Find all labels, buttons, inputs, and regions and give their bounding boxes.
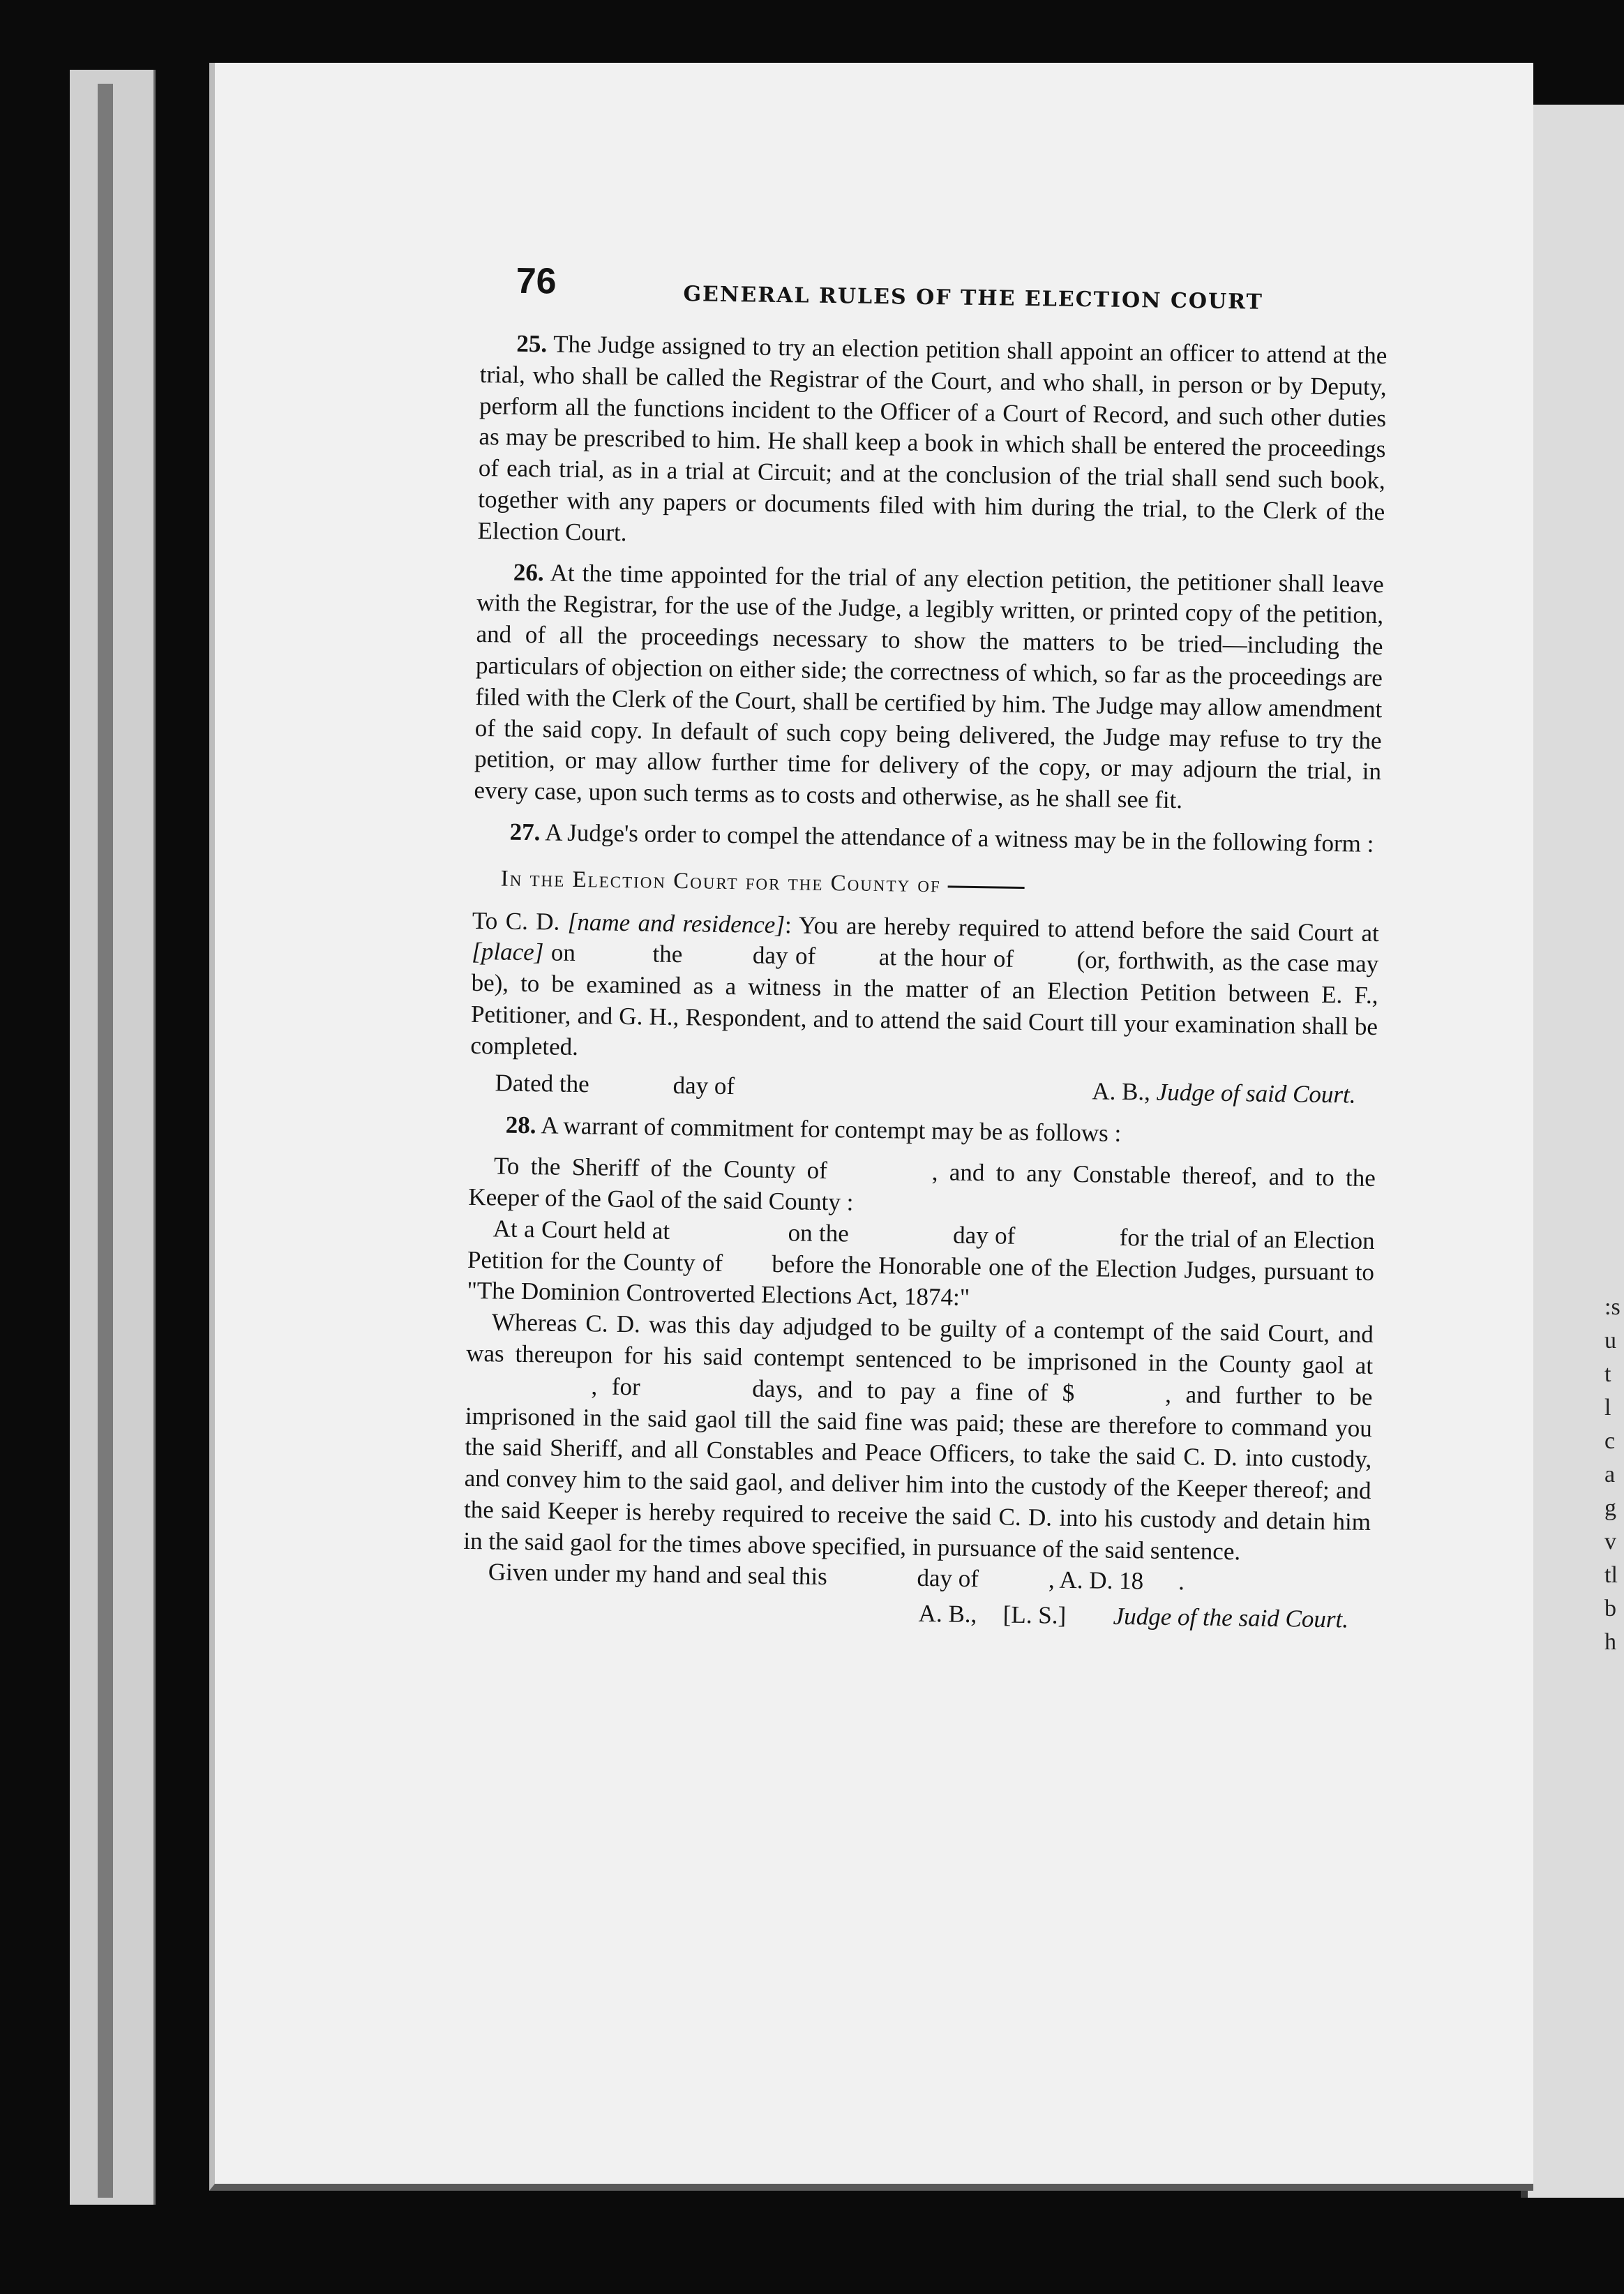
dated-label: day of	[672, 1071, 735, 1100]
witness-order-signature	[469, 1067, 1376, 1111]
warrant-text: Given under my hand and seal this	[488, 1558, 828, 1591]
rule-27	[473, 816, 1380, 860]
warrant-court-held	[467, 1213, 1375, 1320]
next-page-fragment: :s	[1604, 1294, 1621, 1320]
name-residence: [name and residence]	[567, 908, 785, 938]
next-page-fragment: c	[1604, 1428, 1616, 1454]
signatory-title: Judge of the said Court.	[1113, 1603, 1349, 1633]
rule-28	[469, 1109, 1376, 1153]
running-head: GENERAL RULES OF THE ELECTION COURT	[683, 282, 1264, 315]
rule-number: 26.	[513, 558, 544, 586]
warrant-text: before the Honorable	[772, 1250, 982, 1280]
signatory: A. B.,	[918, 1600, 977, 1628]
order-text: : You are hereby required to attend before the said Court at	[784, 910, 1380, 947]
addressee: To C. D.	[472, 906, 560, 936]
warrant-whereas	[463, 1307, 1374, 1569]
warrant-text: , for	[591, 1372, 641, 1401]
seal-mark: [L. S.]	[1002, 1600, 1067, 1630]
rule-number: 27.	[509, 818, 541, 846]
order-text: day of	[752, 941, 816, 970]
next-page-fragment: t	[1604, 1361, 1611, 1387]
page-number: 76	[516, 260, 557, 302]
witness-order-body	[470, 905, 1379, 1074]
next-page-fragment: a	[1604, 1462, 1616, 1487]
warrant-text: day of	[952, 1221, 1016, 1250]
warrant-text: day of	[917, 1564, 979, 1593]
warrant-text: on the	[788, 1218, 850, 1247]
rule-text: At the time appointed for the trial of any election petition, the petitioner shall leave with the Registrar, for the use of the Judge, a legibly written, or printed copy of the petition, and of all the proceedings necessary to show the matters to be tried—including the particulars of objection on either side; the correctness of which, so far as the proceedings are filed with the Clerk of the Court, shall be certified by him. The Judge may allow amendment of the said copy. In default of such copy being delivered, the Judge may refuse to try the petition, or may allow further time for delivery of the copy, or may adjourn the trial, in every case, upon such terms as to costs and otherwise, as he shall see fit.	[474, 559, 1385, 814]
blank-dash	[948, 885, 1025, 889]
next-page-fragment: b	[1604, 1596, 1616, 1621]
order-text: (or, forthwith, as the case may be), to be examined as a witness in the matter of an Election Petition between E. F., Petitioner, and G. H., Respondent, and to attend the said Court till your examination shall be completed.	[470, 946, 1379, 1060]
next-page-fragment: u	[1604, 1328, 1616, 1354]
order-text: at the hour	[878, 943, 986, 973]
warrant-text: At a Court held at	[493, 1215, 670, 1245]
rule-25	[477, 328, 1387, 560]
order-text: of	[993, 945, 1014, 973]
order-text: on	[550, 938, 576, 967]
warrant-text: one of the Election Judges, pursuant to "The Dominion Controverted Elections Act, 1874:"	[467, 1252, 1375, 1312]
next-page-text-fragments	[1604, 1291, 1624, 1659]
warrant-text: , and further to be imprisoned in the said gaol till the said fine was paid; these are therefore to command you the said Sheriff, and all Constables and Peace Officers, to take the said C. D. into custody, and convey him to the said gaol, and deliver him into the custody of the Keeper thereof; and the said Keeper is hereby required to receive the said C. D. into his custody and detain him in the said gaol for the times above specified, in pursuance of the said sentence.	[463, 1380, 1373, 1566]
rule-text: A warrant of commitment for contempt may be as follows :	[541, 1111, 1122, 1148]
warrant-text: Whereas C. D. was this day adjudged to be guilty of a contempt of the said Court, and was thereupon for his said contempt sentenced to be imprisoned in the County gaol at	[465, 1308, 1374, 1379]
dated-label: Dated the	[495, 1068, 589, 1097]
warrant-text: , and to any Constable thereof, and to the Keeper of the Gaol of the said County :	[468, 1158, 1376, 1216]
warrant-address	[468, 1150, 1376, 1226]
page-text	[463, 260, 1388, 1636]
next-page-fragment: l	[1604, 1395, 1611, 1420]
warrant-text: .	[1178, 1568, 1185, 1596]
next-page-fragment: g	[1604, 1495, 1616, 1521]
next-page-fragment: v	[1604, 1529, 1616, 1554]
order-text: the	[652, 940, 683, 968]
form-heading	[472, 863, 1379, 907]
rule-text: A Judge's order to compel the attendance of a witness may be in the following form :	[544, 818, 1374, 857]
signatory: A. B.,	[1092, 1077, 1151, 1106]
warrant-text: To the Sheriff of the County of	[493, 1152, 828, 1185]
form-heading-text: In the Election Court for the County of	[500, 866, 942, 898]
rule-text: The Judge assigned to try an election petition shall appoint an officer to attend at the trial, who shall be called the Registrar of the Court, and who shall, in person or by Deputy, perform all the functions incident to the Officer of a Court of Record, and such other duties as may be prescribed to him. He shall keep a book in which shall be entered the proceedings of each trial, as in a trial at Circuit; and at the conclusion of the trial shall send such book, together with any papers or documents filed with him during the trial, to the Clerk of the Election Court.	[477, 330, 1388, 546]
signatory-title: Judge of said Court.	[1156, 1078, 1356, 1109]
rule-number: 28.	[505, 1111, 536, 1139]
place-placeholder: [place]	[471, 938, 544, 966]
next-page-edge	[1521, 105, 1624, 2198]
warrant-text: days, and to pay a fine of $	[752, 1374, 1075, 1407]
next-page-fragment: tl	[1604, 1562, 1618, 1588]
next-page-fragment: h	[1604, 1629, 1616, 1655]
warrant-text: for the trial of an Election Petition for the County of	[467, 1223, 1375, 1277]
warrant-text: , A. D. 18	[1048, 1566, 1144, 1595]
book-binding	[98, 84, 113, 2198]
rule-number: 25.	[516, 329, 548, 358]
rule-26	[474, 557, 1384, 819]
